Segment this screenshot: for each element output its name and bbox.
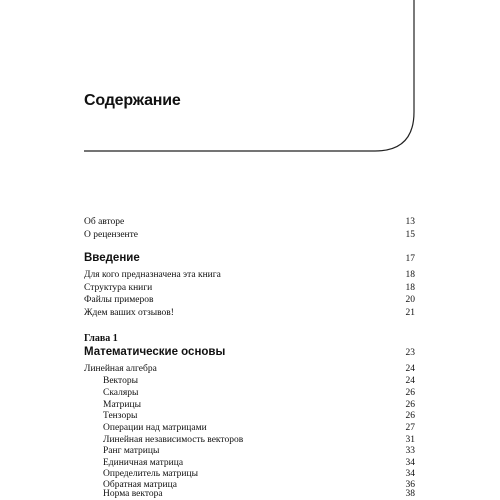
toc-entry-label: Векторы xyxy=(103,376,138,386)
toc-heading-label: Математические основы xyxy=(84,346,226,358)
toc-subentry[interactable] xyxy=(84,423,415,434)
toc-subentry[interactable] xyxy=(84,469,415,480)
toc-entry-label: Линейная алгебра xyxy=(84,364,157,374)
toc-entry[interactable] xyxy=(84,270,415,281)
toc-entry-label: Матрицы xyxy=(103,400,141,410)
toc-entry-page: 27 xyxy=(405,423,415,433)
toc-entry-page: 34 xyxy=(405,458,415,468)
toc-entry-page: 21 xyxy=(405,308,415,318)
toc-entry-label: Ждем ваших отзывов! xyxy=(84,308,174,318)
toc-entry-page: 24 xyxy=(405,376,415,386)
toc-entry-label: Норма вектора xyxy=(103,489,163,499)
toc-entry-page: 26 xyxy=(405,400,415,410)
toc-entry-about-reviewer[interactable] xyxy=(84,230,415,241)
toc-entry-label: Ранг матрицы xyxy=(103,446,160,456)
toc-entry-page: 15 xyxy=(405,230,415,240)
toc-entry-page: 26 xyxy=(405,388,415,398)
toc-entry[interactable] xyxy=(84,295,415,306)
chapter-label: Глава 1 xyxy=(84,333,118,344)
toc-entry-label: Об авторе xyxy=(84,217,125,227)
toc-subentry[interactable] xyxy=(84,489,415,500)
toc-subentry[interactable] xyxy=(84,458,415,469)
toc-subentry[interactable] xyxy=(84,435,415,446)
toc-entry-page: 38 xyxy=(405,489,415,499)
toc-entry-label: Тензоры xyxy=(103,411,138,421)
toc-entry-page: 18 xyxy=(405,283,415,293)
toc-entry-label: Для кого предназначена эта книга xyxy=(84,270,221,280)
page-title: Содержание xyxy=(84,92,181,109)
toc-entry-page: 36 xyxy=(405,480,415,490)
toc-entry-page: 20 xyxy=(405,295,415,305)
toc-entry-label: О рецензенте xyxy=(84,230,139,240)
toc-entry-label: Линейная независимость векторов xyxy=(103,435,244,445)
toc-entry-label: Скаляры xyxy=(103,388,139,398)
toc-subentry[interactable] xyxy=(84,388,415,399)
toc-entry-label: Файлы примеров xyxy=(84,295,154,305)
toc-subentry[interactable] xyxy=(84,376,415,387)
toc-entry-label: Обратная матрица xyxy=(103,480,177,490)
toc-heading-page: 23 xyxy=(405,348,415,358)
toc-entry-page: 31 xyxy=(405,435,415,445)
toc-heading-page: 17 xyxy=(405,254,415,264)
toc-heading-label: Введение xyxy=(84,252,140,264)
toc-subentry[interactable] xyxy=(84,411,415,422)
toc-subentry[interactable] xyxy=(84,400,415,411)
toc-entry[interactable] xyxy=(84,308,415,319)
toc-entry-label: Единичная матрица xyxy=(103,458,184,468)
toc-entry-page: 34 xyxy=(405,469,415,479)
toc-entry-page: 24 xyxy=(405,364,415,374)
toc-entry-page: 18 xyxy=(405,270,415,280)
toc-entry[interactable] xyxy=(84,283,415,294)
toc-entry-page: 26 xyxy=(405,411,415,421)
toc-heading-introduction[interactable] xyxy=(84,252,415,264)
toc-entry-label: Операции над матрицами xyxy=(103,423,207,433)
toc-entry-label: Определитель матрицы xyxy=(103,469,198,479)
toc-entry-about-author[interactable] xyxy=(84,217,415,228)
toc-entry-page: 13 xyxy=(405,217,415,227)
toc-heading-chapter-1[interactable] xyxy=(84,346,415,358)
toc-entry-label: Структура книги xyxy=(84,283,153,293)
toc-subentry[interactable] xyxy=(84,446,415,457)
toc-section-linear-algebra[interactable] xyxy=(84,364,415,375)
toc-entry-page: 33 xyxy=(405,446,415,456)
